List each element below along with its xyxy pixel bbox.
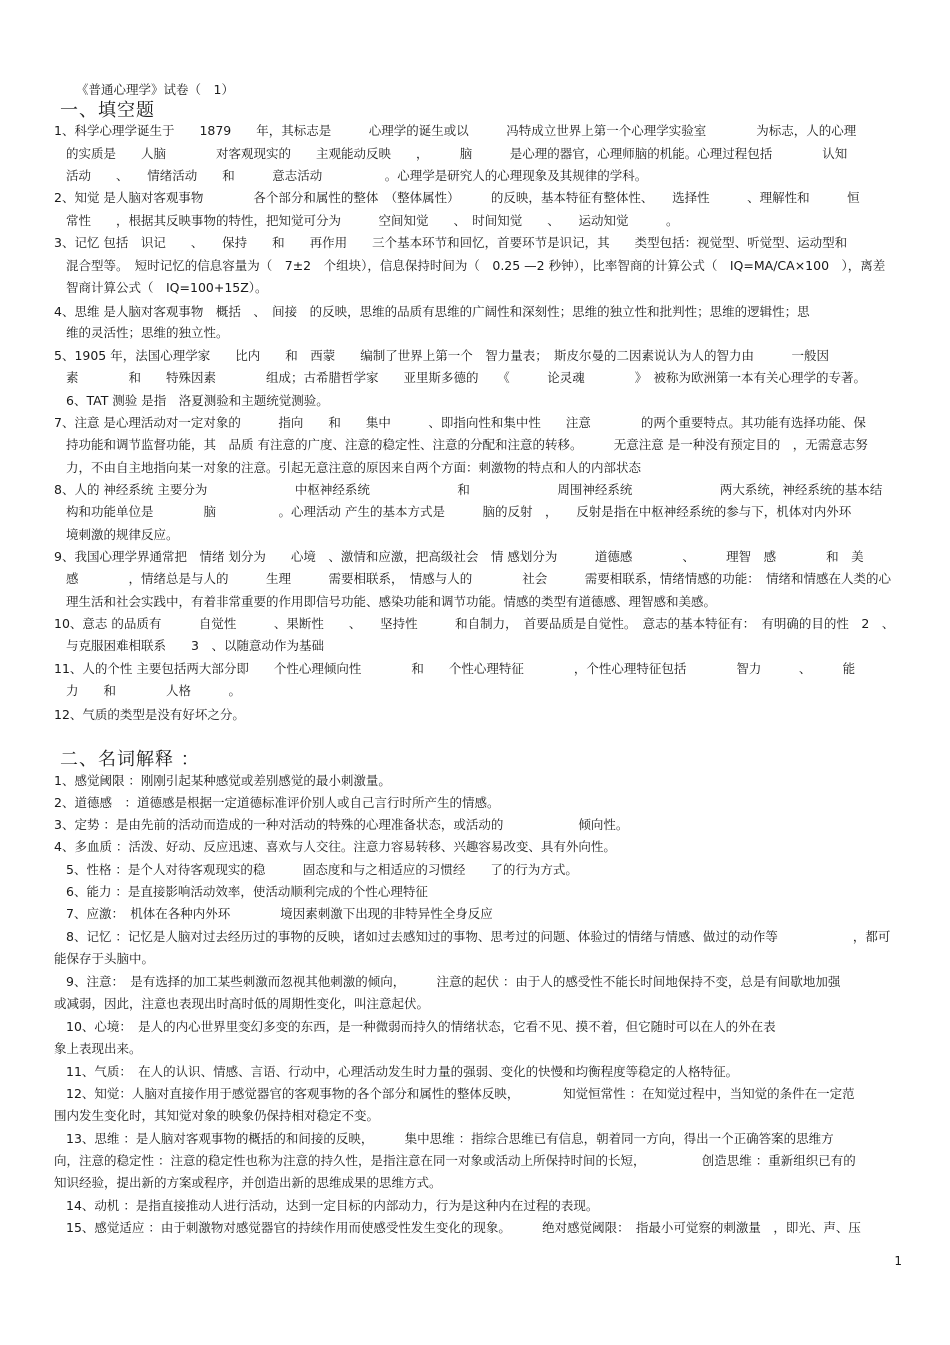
text-line: 素 和 特殊因素 组成；古希腊哲学家 亚里斯多德的 《 论灵魂 》 被称为欧洲第一本有关心理学的专著。 <box>66 370 867 385</box>
text-line: 围内发生变化时，其知觉对象的映象仍保持相对稳定不变。 <box>54 1108 380 1123</box>
text-line: 维的灵活性；思维的独立性。 <box>66 325 229 340</box>
text-line: 1、感觉阈限 ：刚刚引起某种感觉或差别感觉的最小刺激量。 <box>54 773 391 788</box>
text-line: 10、意志 的品质有 自觉性 、果断性 、 坚持性 和自制力， 首要品质是自觉性。 意志的基本特征有： 有明确的目的性 2 、 <box>54 616 895 631</box>
text-line: 或减弱，因此，注意也表现出时高时低的周期性变化，叫注意起伏。 <box>54 996 430 1011</box>
text-line: 2、知觉 是人脑对客观事物 各个部分和属性的整体 （整体属性） 的反映，基本特征有整体性、 选择性 、理解性和 恒 <box>54 190 860 205</box>
text-line: 4、多血质 ：活泼、好动、反应迅速、喜欢与人交往。注意力容易转移、兴趣容易改变、具有外向性。 <box>54 839 616 854</box>
text-line: 11、人的个性 主要包括两大部分即 个性心理倾向性 和 个性心理特征 ，个性心理特征包括 智力 、 能 <box>54 661 856 676</box>
text-line: 7、注意 是心理活动对一定对象的 指向 和 集中 、即指向性和集中性 注意 的两个重要特点。其功能有选择功能、保 <box>54 415 866 430</box>
text-line: 6、能力 ：是直接影响活动效率，使活动顺利完成的个性心理特征 <box>66 884 428 899</box>
text-line: 境刺激的规律反应。 <box>66 527 179 542</box>
section-heading-fill-blank: 一、填空题 <box>60 100 155 121</box>
text-line: 14、动机 ：是指直接推动人进行活动，达到一定目标的内部动力，行为是这种内在过程的表现。 <box>66 1198 599 1213</box>
text-line: 持功能和调节监督功能，其 品质 有注意的广度、注意的稳定性、注意的分配和注意的转移。 无意注意 是一种没有预定目的 ，无需意志努 <box>66 437 868 452</box>
text-line: 混合型等。 短时记忆的信息容量为（ 7±2 个组块），信息保持时间为（ 0.25 —2 秒钟），比率智商的计算公式（ IQ=MA/CA×100 ），离差 <box>66 258 886 273</box>
text-line: 15、感觉适应 ：由于刺激物对感觉器官的持续作用而使感受性发生变化的现象。 绝对感觉阈限： 指最小可觉察的刺激量 ，即光、声、压 <box>66 1220 861 1235</box>
text-line: 向，注意的稳定性 ：注意的稳定性也称为注意的持久性，是指注意在同一对象或活动上所保持时间的长短， 创造思维 ：重新组织已有的 <box>54 1153 856 1168</box>
text-line: 活动 、 情绪活动 和 意志活动 。心理学是研究人的心理现象及其规律的学科。 <box>66 168 648 183</box>
text-line: 感 ，情绪总是与人的 生理 需要相联系， 情感与人的 社会 需要相联系，情绪情感的功能： 情绪和情感在人类的心 <box>66 571 892 586</box>
text-line: 12、知觉：人脑对直接作用于感觉器官的客观事物的各个部分和属性的整体反映， 知觉恒常性 ：在知觉过程中，当知觉的条件在一定范 <box>66 1086 855 1101</box>
doc-title: 《普通心理学》试卷（ 1） <box>76 82 234 97</box>
text-line: 7、应激： 机体在各种内外环 境因素刺激下出现的非特异性全身反应 <box>66 906 493 921</box>
text-line: 9、我国心理学界通常把 情绪 划分为 心境 、激情和应激，把高级社会 情 感划分为 道德感 、 理智 感 和 美 <box>54 549 864 564</box>
text-line: 能保存于头脑中。 <box>54 951 155 966</box>
text-line: 10、心境： 是人的内心世界里变幻多变的东西，是一种微弱而持久的情绪状态，它看不见、摸不着，但它随时可以在人的外在表 <box>66 1019 776 1034</box>
text-line: 9、注意： 是有选择的加工某些刺激而忽视其他刺激的倾向， 注意的起伏 ：由于人的感受性不能长时间地保持不变，总是有间歇地加强 <box>66 974 841 989</box>
text-line: 象上表现出来。 <box>54 1041 142 1056</box>
text-line: 5、1905 年，法国心理学家 比内 和 西蒙 编制了世界上第一个 智力量表； 斯皮尔曼的二因素说认为人的智力由 一般因 <box>54 348 829 363</box>
section-heading-definitions: 二、名词解释 ： <box>60 749 200 770</box>
text-line: 1、科学心理学诞生于 1879 年，其标志是 心理学的诞生或以 冯特成立世界上第一个心理学实验室 为标志，人的心理 <box>54 123 857 138</box>
text-line: 知识经验，提出新的方案或程序，并创造出新的思维成果的思维方式。 <box>54 1175 442 1190</box>
text-line: 5、性格 ：是个人对待客观现实的稳 固态度和与之相适应的习惯经 了的行为方式。 <box>66 862 578 877</box>
text-line: 8、记忆 ：记忆是人脑对过去经历过的事物的反映，诸如过去感知过的事物、思考过的问题、体验过的情绪与情感、做过的动作等 ，都可 <box>66 929 891 944</box>
text-line: 智商计算公式（ IQ=100+15Z）。 <box>66 280 268 295</box>
text-line: 8、人的 神经系统 主要分为 中枢神经系统 和 周围神经系统 两大系统，神经系统的基本结 <box>54 482 883 497</box>
text-line: 构和功能单位是 脑 。心理活动 产生的基本方式是 脑的反射 ， 反射是指在中枢神经系统的参与下，机体对内外环 <box>66 504 852 519</box>
text-line: 与克服困难相联系 3 、以随意动作为基础 <box>66 638 324 653</box>
text-line: 6、TAT 测验 是指 洛夏测验和主题统觉测验。 <box>66 393 329 408</box>
text-line: 常性 ，根据其反映事物的特性，把知觉可分为 空间知觉 、 时间知觉 、 运动知觉 。 <box>66 213 679 228</box>
text-line: 的实质是 人脑 对客观现实的 主观能动反映 ， 脑 是心理的器官，心理师脑的机能。心理过程包括 认知 <box>66 146 848 161</box>
text-line: 4、思维 是人脑对客观事物 概括 、 间接 的反映，思维的品质有思维的广阔性和深刻性；思维的独立性和批判性；思维的逻辑性；思 <box>54 304 810 319</box>
text-line: 力，不由自主地指向某一对象的注意。引起无意注意的原因来自两个方面：刺激物的特点和人的内部状态 <box>66 460 642 475</box>
text-line: 11、气质： 在人的认识、情感、言语、行动中，心理活动发生时力量的强弱、变化的快慢和均衡程度等稳定的人格特征。 <box>66 1064 739 1079</box>
text-line: 力 和 人格 。 <box>66 683 242 698</box>
text-line: 2、道德感 ：道德感是根据一定道德标准评价别人或自己言行时所产生的情感。 <box>54 795 500 810</box>
text-line: 13、思维 ：是人脑对客观事物的概括的和间接的反映， 集中思维 ：指综合思维已有信息，朝着同一方向，得出一个正确答案的思维方 <box>66 1131 834 1146</box>
text-line: 理生活和社会实践中，有着非常重要的作用即信号功能、感染功能和调节功能。情感的类型有道德感、理智感和美感。 <box>66 594 717 609</box>
text-line: 3、定势 ：是由先前的活动而造成的一种对活动的特殊的心理准备状态，或活动的 倾向性。 <box>54 817 629 832</box>
text-line: 3、记忆 包括 识记 、 保持 和 再作用 三个基本环节和回忆，首要环节是识记，其 类型包括：视觉型、听觉型、运动型和 <box>54 235 848 250</box>
page-number: 1 <box>894 1254 902 1268</box>
text-line: 12、气质的类型是没有好坏之分。 <box>54 707 245 722</box>
